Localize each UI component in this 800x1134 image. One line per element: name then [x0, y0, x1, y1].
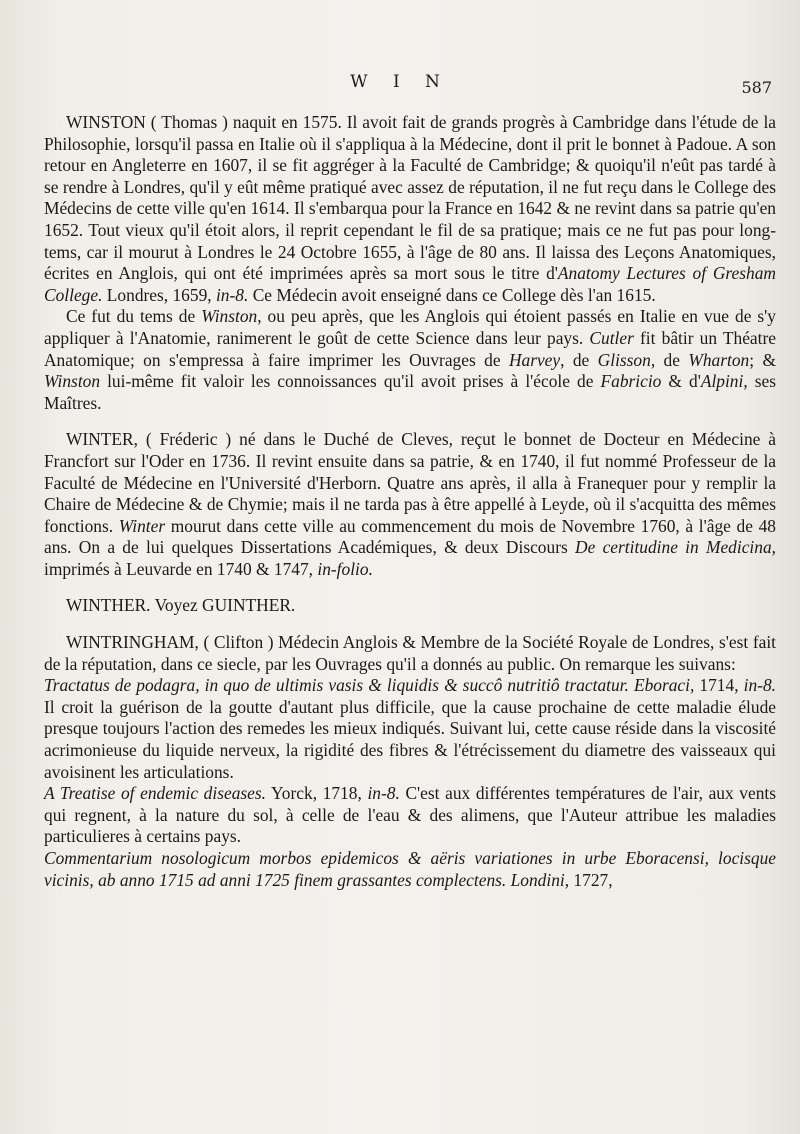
text-run: , ( Fréderic ) né dans le Duché de Cleves, reçut le bonnet de Docteur en Médecine à Francfort sur l'Oder en 1736. Il revint ensuite dans sa patrie, & en 1740, il fut nommé Professeur de la Faculté de Médecine en l'Université d'Herborn. Quatre ans après, il alla à Franequer pour y remplir la Chaire de Médecine & de Chymie; mais il ne tarda pas à être appellé à Leyde, où il s'acquitta des mêmes fonctions. — [44, 429, 776, 536]
text-run: Ce fut du tems de — [66, 306, 202, 327]
entry-headword: WINTRINGHAM — [66, 632, 195, 653]
entry-paragraph — [44, 306, 776, 414]
text-run: ( Thomas ) naquit en 1575. Il avoit fait de grands progrès à Cambridge dans l'étude de la Philosophie, lorsqu'il passa en Italie où il s'appliqua à la Médecine, dont il prit le bonnet à Padoue. A son retour en Angleterre en 1607, il se fit aggréger à la Faculté de Cambridge; & quoiqu'il n'eût pas tardé à se rendre à Londres, qu'il y eût même pratiqué avec assez de réputation, il ne fut reçu dans le College des Médecins de cette ville qu'en 1614. Il s'embarqua pour la France en 1642 & ne revint dans sa patrie qu'en 1652. Tout vieux qu'il étoit alors, il reprit cependant le fil de sa pratique; mais ce ne fut pas pour long-tems, car il mourut à Londres le 24 Octobre 1655, à l'âge de 80 ans. Il laissa des Leçons Anatomiques, écrites en Anglois, qui ont été imprimées après sa mort sous le titre d' — [44, 112, 776, 284]
text-run: Il croit la guérison de la goutte d'autant plus difficile, que la cause prochaine de cette maladie élude presque toujours l'action des remedes les mieux indiqués. Suivant lui, cette cause réside dans la viscosité acrimonieuse du liquide nerveux, la rigidité des fibres & l'étrécissement du diametre des vaisseaux qui avoisinent les articulations. — [44, 696, 776, 782]
entry-paragraph — [44, 595, 776, 617]
work-paragraph — [44, 675, 776, 783]
book-title: Tractatus de podagra, in quo de ultimis vasis & liquidis & succô nutritiô tractatur. Eboraci, — [44, 675, 695, 696]
text-run: fit bâtir un Théatre Anatomique; on s'empressa à faire imprimer les Ouvrages de — [44, 327, 776, 370]
person-name: Alpini — [700, 371, 744, 392]
text-run: , ( Clifton ) Médecin Anglois & Membre de la Société Royale de Londres, s'est fait de la réputation, dans ce siecle, par les Ouvrages qu'il a donnés au public. On remarque les suivans: — [44, 632, 776, 674]
entry-wintringham — [44, 632, 776, 891]
work-paragraph — [44, 783, 776, 848]
text-run: 1727, — [569, 869, 613, 890]
text-run: Ce Médecin avoit enseigné dans ce College dès l'an 1615. — [248, 284, 656, 305]
text-run: lui-même fit valoir les connoissances qu'il avoit prises à l'école de — [100, 371, 601, 392]
entry-paragraph — [44, 112, 776, 306]
text-run: & d' — [661, 371, 701, 392]
page-body — [44, 112, 776, 891]
entry-winther — [44, 595, 776, 617]
person-name: Winston — [44, 371, 101, 392]
format: in-8. — [367, 783, 400, 804]
cross-reference: Voyez GUINTHER. — [150, 595, 296, 616]
entry-winter — [44, 429, 776, 580]
page-number: 587 — [741, 78, 772, 97]
person-name: Harvey — [508, 349, 561, 370]
book-title: Anatomy Lectures of Gresham College. — [44, 263, 776, 305]
format: in-folio. — [317, 558, 373, 579]
person-name: Winter — [118, 515, 166, 536]
entry-headword: WINSTON — [66, 112, 146, 132]
entry-headword: WINTER — [66, 429, 134, 450]
book-title: A Treatise of endemic diseases. — [44, 783, 266, 804]
person-name: Fabricio — [600, 371, 662, 392]
person-name: Wharton — [688, 349, 750, 370]
text-run: Yorck, 1718, — [266, 783, 368, 804]
text-run: , de — [560, 349, 598, 370]
work-paragraph — [44, 848, 776, 891]
format: in-8. — [215, 284, 249, 305]
entry-paragraph — [44, 632, 776, 675]
entry-headword: WINTHER. — [66, 595, 151, 616]
text-run: ; & — [749, 349, 776, 370]
person-name: Glisson — [597, 349, 651, 370]
running-head: W I N — [350, 72, 450, 92]
book-title: De certitudine in Medicina — [575, 537, 772, 558]
person-name: Winston — [201, 306, 258, 327]
text-run: , ou peu après, que les Anglois qui étoient passés en Italie en vue de s'y appliquer à l'Anatomie, ranimerent le goût de cette Science dans leur pays. — [44, 306, 776, 348]
text-run: , ses Maîtres. — [44, 371, 777, 413]
text-run: , imprimés à Leuvarde en 1740 & 1747, — [44, 537, 777, 579]
entry-paragraph — [44, 429, 776, 580]
person-name: Cutler — [589, 327, 634, 348]
text-run: , de — [650, 349, 689, 370]
text-run: C'est aux différentes températures de l'air, aux vents qui regnent, à la nature du sol, à celle de l'eau & des alimens, que l'Auteur attribue les maladies particulieres à certains pays. — [44, 783, 777, 847]
book-title: Commentarium nosologicum morbos epidemicos & aëris variationes in urbe Eboracensi, locisque vicinis, ab anno 1715 ad anni 1725 finem grassantes complectens. Londini, — [44, 848, 776, 890]
format: in-8. — [743, 675, 776, 696]
entry-winston — [44, 112, 776, 414]
text-run: mourut dans cette ville au commencement du mois de Novembre 1760, à l'âge de 48 ans. On a de lui quelques Dissertations Académiques, & deux Discours — [44, 515, 777, 558]
text-run: Londres, 1659, — [102, 284, 216, 305]
text-run: 1714, — [694, 675, 744, 696]
